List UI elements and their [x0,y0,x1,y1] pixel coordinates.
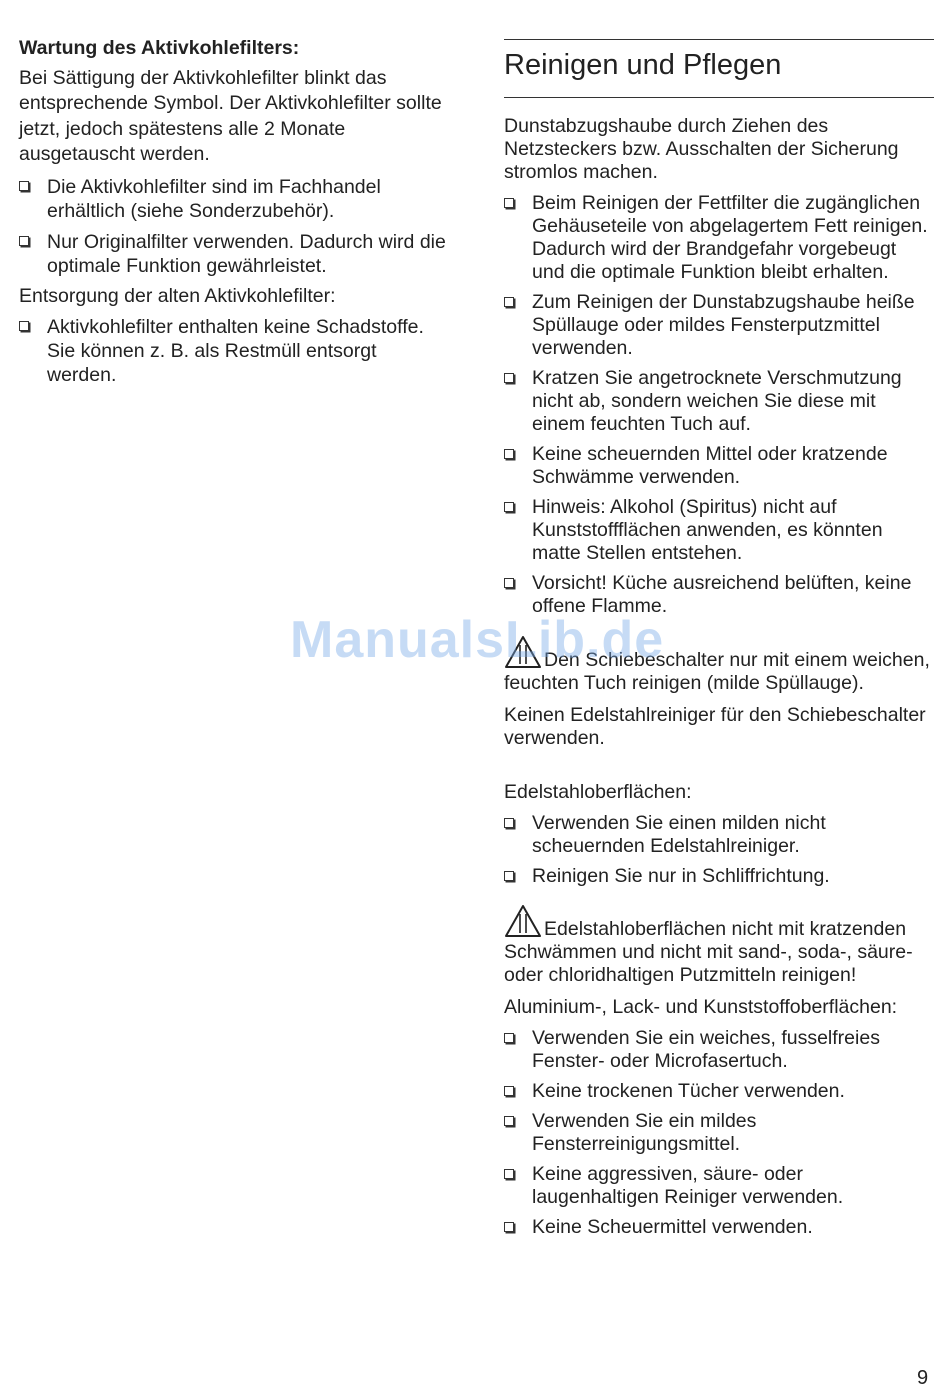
carbon-filter-paragraph: Bei Sättigung der Aktivkohlefilter blinkt das entsprechende Symbol. Der Aktivkohlefilter sollte jetzt, jedoch spätestens alle 2 Monate ausgetauscht werden. [19,66,442,165]
left-column [19,36,449,387]
list-item: Keine Scheuermittel verwenden. [504,1216,934,1239]
list-item: Die Aktivkohlefilter sind im Fachhandel erhältlich (siehe Sonderzubehör). [19,175,449,223]
checkbox-bullet-icon [504,1116,514,1126]
list-item: Reinigen Sie nur in Schliffrichtung. [504,865,934,888]
list-item: Keine trockenen Tücher verwenden. [504,1080,934,1103]
checkbox-bullet-icon [504,449,514,459]
cleaning-list [504,192,934,618]
intro-paragraph: Dunstabzugshaube durch Ziehen des Netzsteckers bzw. Ausschalten der Sicherung stromlos machen. [504,115,899,183]
checkbox-bullet-icon [504,1086,514,1096]
checkbox-bullet-icon [504,818,514,828]
checkbox-bullet-icon [19,181,29,191]
steel-heading: Edelstahloberflächen: [504,781,692,803]
checkbox-bullet-icon [504,578,514,588]
list-item: Nur Originalfilter verwenden. Dadurch wird die optimale Funktion gewährleistet. [19,230,449,278]
surfaces-list [504,1027,934,1239]
checkbox-bullet-icon [504,1169,514,1179]
checkbox-bullet-icon [504,1033,514,1043]
checkbox-bullet-icon [504,373,514,383]
list-item: Verwenden Sie ein mildes Fensterreinigungsmittel. [504,1110,934,1156]
checkbox-bullet-icon [504,198,514,208]
watermark: ManualsLib.de [290,611,665,669]
warning-followup: Keinen Edelstahlreiniger für den Schiebeschalter verwenden. [504,704,926,749]
warning-slider-switch: Den Schiebeschalter nur mit einem weichen, feuchten Tuch reinigen (milde Spüllauge). [504,635,934,695]
carbon-filter-list [19,175,449,278]
disposal-list [19,315,449,387]
list-item: Verwenden Sie einen milden nicht scheuernden Edelstahlreiniger. [504,812,934,858]
section-title: Reinigen und Pflegen [504,39,934,98]
list-item: Beim Reinigen der Fettfilter die zugänglichen Gehäuseteile von abgelagertem Fett reinigen. Dadurch wird der Brandgefahr vorgebeugt und die optimale Funktion bleibt erhalten. [504,192,934,284]
warning-steel: Edelstahloberflächen nicht mit kratzenden Schwämmen und nicht mit sand-, soda-, säure- oder chloridhaltigen Putzmitteln reinigen! [504,904,934,987]
list-item: Aktivkohlefilter enthalten keine Schadstoffe. Sie können z. B. als Restmüll entsorgt werden. [19,315,449,387]
list-item: Kratzen Sie angetrocknete Verschmutzung nicht ab, sondern weichen Sie diese mit einem feuchten Tuch auf. [504,367,934,436]
disposal-heading: Entsorgung der alten Aktivkohlefilter: [19,284,336,307]
checkbox-bullet-icon [504,1222,514,1232]
checkbox-bullet-icon [19,321,29,331]
warning-triangle-icon [504,904,542,938]
steel-list [504,812,934,888]
page-number: 9 [917,1367,929,1389]
list-item: Hinweis: Alkohol (Spiritus) nicht auf Kunststoffflächen anwenden, es könnten matte Stellen entstehen. [504,496,934,565]
list-item: Keine aggressiven, säure- oder laugenhaltigen Reiniger verwenden. [504,1163,934,1209]
checkbox-bullet-icon [19,236,29,246]
surfaces-heading: Aluminium-, Lack- und Kunststoffoberflächen: [504,996,898,1018]
list-item: Zum Reinigen der Dunstabzugshaube heiße Spüllauge oder mildes Fensterputzmittel verwenden. [504,291,934,360]
checkbox-bullet-icon [504,502,514,512]
list-item: Verwenden Sie ein weiches, fusselfreies Fenster- oder Microfasertuch. [504,1027,934,1073]
carbon-filter-heading: Wartung des Aktivkohlefilters: [19,37,300,59]
checkbox-bullet-icon [504,297,514,307]
list-item: Vorsicht! Küche ausreichend belüften, keine offene Flamme. [504,572,934,618]
checkbox-bullet-icon [504,871,514,881]
list-item: Keine scheuernden Mittel oder kratzende Schwämme verwenden. [504,443,934,489]
